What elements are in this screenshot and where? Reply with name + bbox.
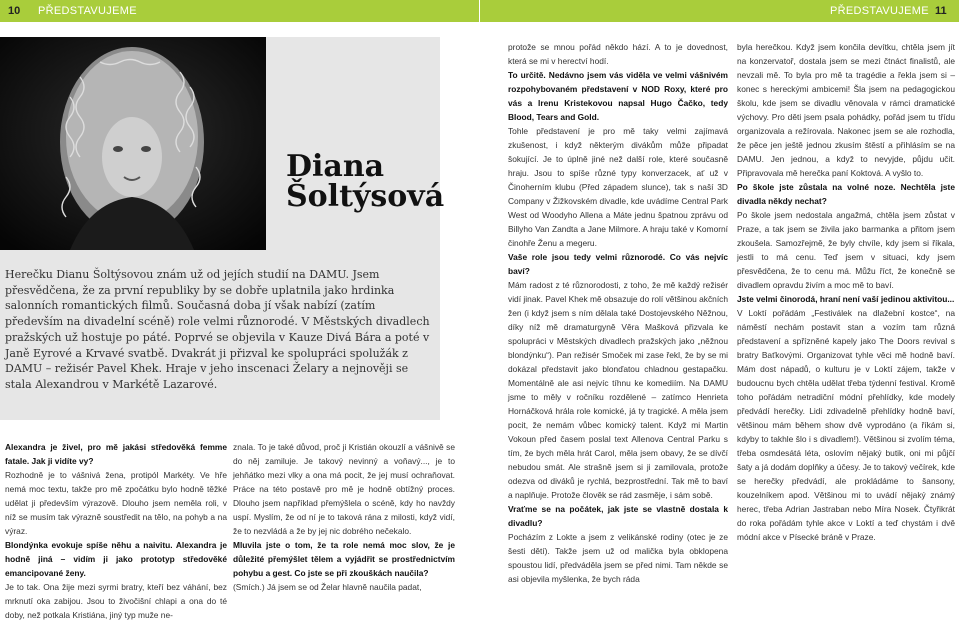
text-column-4	[737, 40, 955, 544]
page-number: 11	[935, 5, 947, 17]
article-lead: Herečku Dianu Šoltýsovou znám už od jejích studií na DAMU. Jsem přesvědčena, že za první republiky by se dobře uplatnila jako hrdinka salonních romantických filmů. Současná doba jí však nabízí (zatím především na divadelní scéně) role velmi různorodé. V Městských divadlech pražských už hostuje po páté. Poprvé se objevila v Kauze Divá Bára a poté v Janě Eyrové a Krvavé svatbě. Dvakrát ji přizval ke spolupráci spolužák z DAMU – režisér Pavel Khek. Hraje v jeho inscenaci Želary a nejnověji se stala Alexandrou v Markétě Lazarové.	[5, 268, 430, 391]
question: Po škole jste zůstala na volné noze. Nechtěla jste divadla někdy nechat?	[737, 182, 955, 206]
question: Mluvila jste o tom, že ta role nemá moc slov, že je důležité přemýšlet tělem a vyjádřit se prostřednictvím pohybu a gest. Co jste se při zkouškách naučila?	[233, 540, 455, 578]
text-column-2	[233, 440, 455, 594]
left-page	[0, 0, 479, 623]
answer: Tohle představení je pro mě taky velmi zajímavá zkušenost, i když některým divákům může připadat šokující. Je to úplně jiné než další role, které současně hraju. Jsou to spíše různé typy konverzacek, ať už v Činoherním klubu (Před západem slunce), tak s naší 3D Company v Žižkovském divadle, kde uvádíme Central Park West od Woodyho Allena a Máte jednu špatnou zprávu od Billyho Van Zandta a Jane Milmore. A hraju také v Komorní činohře Ženu a megeru.	[508, 126, 728, 248]
question: Blondýnka evokuje spíše něhu a naivitu. Alexandra je hodně jiná – vidím ji jako prototyp středověké emancipované ženy.	[5, 540, 227, 578]
question: To určitě. Nedávno jsem vás viděla ve velmi vášnivém rozpohybovaném představení v NOD Roxy, které pro vás a Irenu Kristekovou napsal Hugo Čačko, tedy Blood, Tears and Gold.	[508, 70, 728, 122]
answer: Pocházím z Lokte a jsem z velikánské rodiny (otec je ze šesti dětí). Takže jsem už od malička byla obklopena spoustou lidí, předváděla jsem se před nimi. Tam někde se asi objevila myšlenka, že bych ráda	[508, 532, 728, 584]
answer: Je to tak. Ona žije mezi syrmi bratry, kteří bez váhání, bez mrknutí oka zabijou. Jsou to živočišní chlapi a ona do té doby, než potkala Kristiána, jiný typ muže ne-	[5, 582, 227, 620]
section-label: PŘEDSTAVUJEME	[830, 5, 929, 17]
page-number: 10	[8, 5, 21, 17]
answer: znala. To je také důvod, proč ji Kristián okouzlí a vášnivě se do něj zamiluje. Je takový nevinný a voňavý..., je to jehňátko mezi vlky a ona má pocit, že jej musí ochraňovat. Práce na této postavě pro mě je hodně obtížný proces. Dlouho jsem například přemýšlela o scéně, kdy ho navždy uspí. Myslím, že od ní je to taková rána z milosti, když vidí, že to nezvládá a že by jej nic dobrého nečekalo.	[233, 442, 455, 536]
answer: protože se mnou pořád někdo hází. A to je dovednost, která se mi v herectví hodí.	[508, 42, 728, 66]
article-title: Diana Šoltýsová	[286, 149, 445, 214]
question: Vaše role jsou tedy velmi různorodé. Co vás nejvíc baví?	[508, 252, 728, 276]
answer: V Loktí pořádám „Festiválek na dlažební kostce“, na náměstí nechám postavit stan a vozím tam různá představení a spřízněné kapely jako The Doors revival s bratry Baťkovými. Organizovat tyhle věci mě hodně baví. Mám dost nápadů, o kulturu je v Loktí zájem, takže v budoucnu bych chtěla udělat třeba týdenní festival. Kromě toho pořádám netradiční módní přehlídky, kde modely předvádí herečky. Lidi zdivadelně přehlídky hodně baví, většinou mám během show dvě vyprodáno (a říkám si, kdyby to takhle šlo i s divadlem!). Většinou si zvolím téma, třeba osmdesátá léta, oslovím nějaký butik, oni mi půjčí šaty a já dodám doplňky a účesy. Je to takový večírek, kde se herečky předvádí, ale prokládáme to šansony, kouzelníkem apod. Většinou mi to uvádí nějaký známý herec, třeba Adrian Jastraban nebo Míra Nosek. Čtyřikrát do roka pořádám tyhle akce v Loktí a teď chystám i dvě módní akce v Písecké bráně v Praze.	[737, 308, 955, 542]
text-column-1	[5, 440, 227, 622]
question: Jste velmi činorodá, hraní není vaší jedinou aktivitou...	[737, 294, 955, 304]
question: Vraťme se na počátek, jak jste se vlastně dostala k divadlu?	[508, 504, 728, 528]
section-label: PŘEDSTAVUJEME	[38, 5, 137, 17]
text-column-3	[508, 40, 728, 586]
answer: Mám radost z té různorodosti, z toho, že mě každý režisér vidí jinak. Pavel Khek mě obsazuje do rolí většinou akčních žen (i když jsem s ním dělala také Dostojevského Něžnou, díky níž mě dramaturgyně Věra Mašková přizvala ke spolupráci v Městských divadlech pražských jako „něžnou blondýnku“). Pan režisér Smoček mi zase řekl, že by se mi dokázal představit jako blonďatou chladnou gestapačku. Momentálně ale asi nejvíc tíhnu ke komediím. Na DAMU jsme to měly v ročníku rozdělené – zatímco Henrieta Hornáčková hrála role komické, já ty tragické. A měla jsem pocit, že nemám vůbec komický talent. Když mi Martin Vokoun před časem poslal text Allenova Central Parku s tím, že bych měla hrát Carol, měla jsem obavy, že se dívčí nebudou smát. Ale strašně jsem si ji zamilovala, protože odezva od diváků je rychlá, bezprostřední. Tak mě to baví a naplňuje. Protože člověk se rád zasměje, i sám sobě.	[508, 280, 728, 500]
right-page	[480, 0, 959, 623]
question: Alexandra je živel, pro mě jakási středověká femme fatale. Jak ji vidíte vy?	[5, 442, 227, 466]
answer: (Smích.) Já jsem se od Želar hlavně naučila padat,	[233, 582, 422, 592]
portrait-photo	[0, 37, 266, 250]
answer: byla herečkou. Když jsem končila devítku, chtěla jsem jít na konzervatoř, dostala jsem se mezi čtnáct finalistů, ale nevzali mě. To byla pro mě ta tragédie a řekla jsem si – konec s hereckými ambicemi! Šla jsem na pedagogickou školu, kde jsem se divadlu věnovala v rámci dramatické výchovy. Pro děti jsem psala pohádky, pořád jsem tu třídu organizovala a režírovala. Nakonec jsem se ale rozhodla, že pěce jen ještě jednou zkusím štěstí a přihlásím se na DAMU. Jen jednou, a když to nevyjde, půjdu učit. Připravovala mě herečka paní Koktová. A vyšlo to.	[737, 42, 955, 178]
answer: Rozhodně je to vášnivá žena, protipól Markéty. Ve hře nemá moc textu, takže pro mě zpočátku bylo hodně těžké udělat ji především výrazově. Dlouho jsem neměla roli, v níž se musím tak výrazně soustředit na tělo, na pohyb a na výraz.	[5, 470, 227, 536]
answer: Po škole jsem nedostala angažmá, chtěla jsem zůstat v Praze, a tak jsem se živila jako barmanka a přitom jsem zkoušela. Samozřejmě, že byly chvíle, kdy jsem si říkala, jestli to má cenu. Teď jsem v situaci, kdy jsem přesvědčena, že to cenu má. Můžu říct, že konečně se divadlem opravdu živím a moc mě to baví.	[737, 210, 955, 290]
